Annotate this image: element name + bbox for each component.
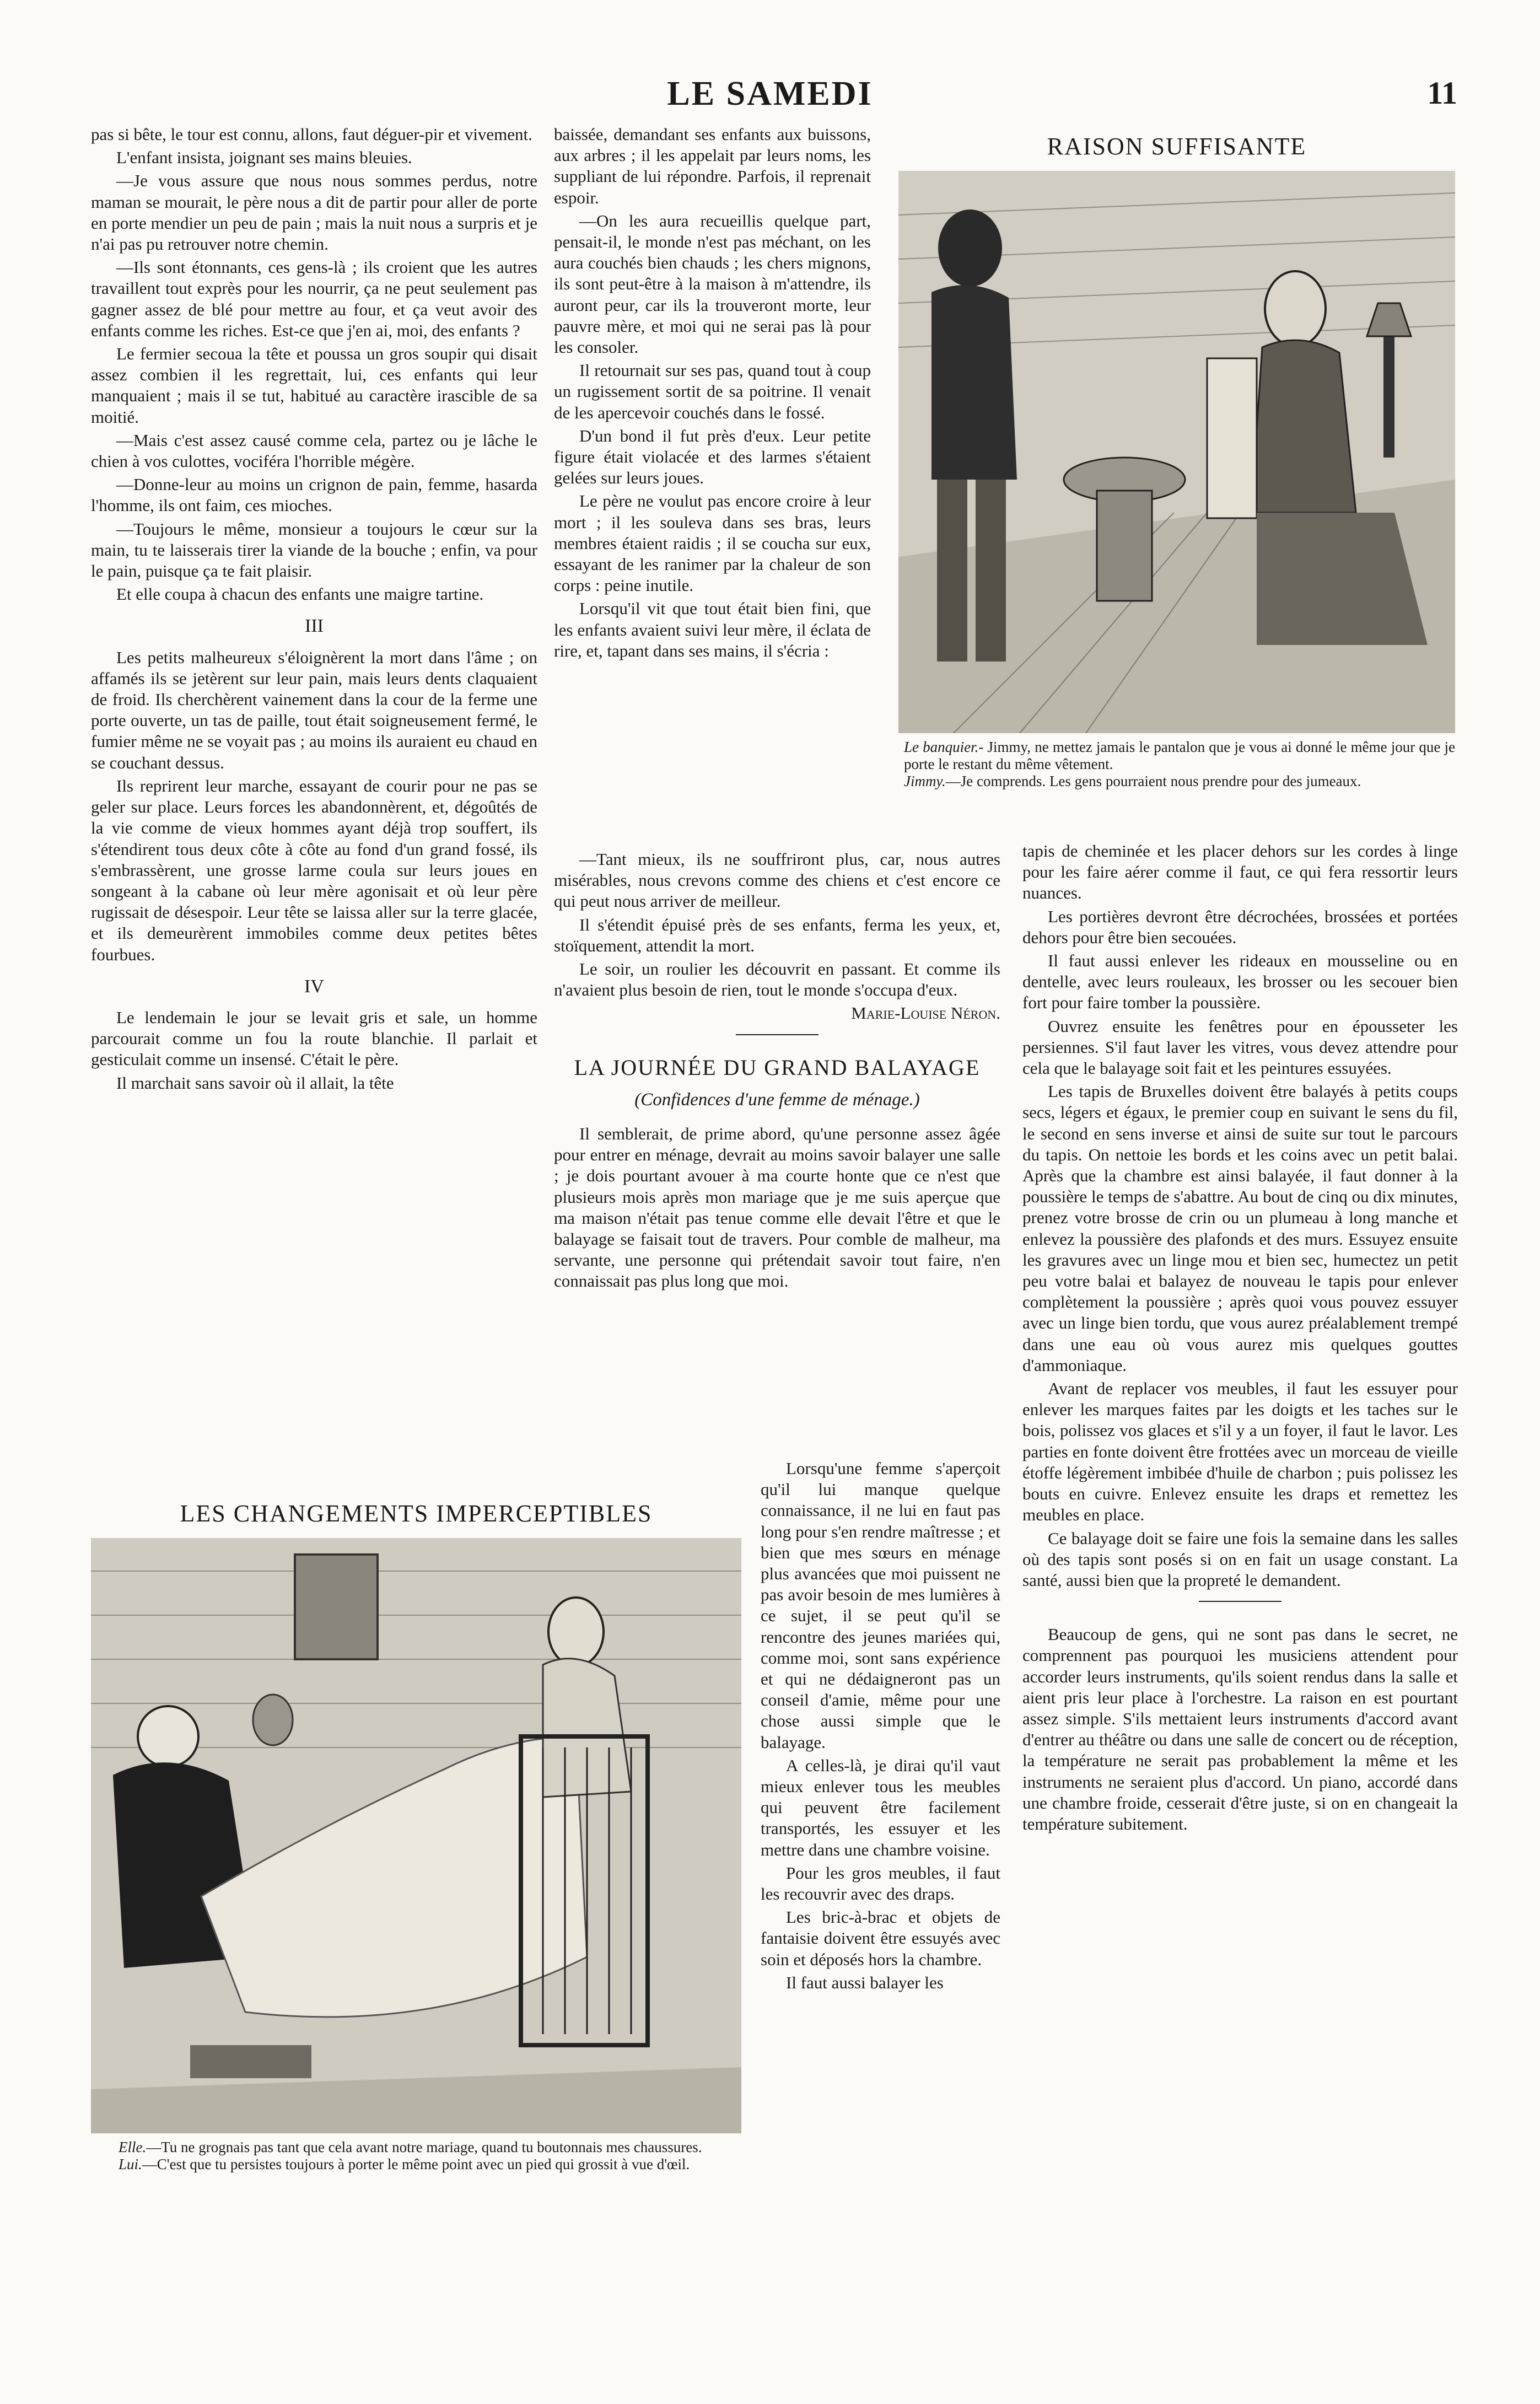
caption-speaker: Jimmy. (904, 773, 946, 789)
article-title: LA JOURNÉE DU GRAND BALAYAGE (574, 1055, 981, 1080)
paragraph: Il faut aussi enlever les rideaux en mousseline ou en dentelle, avec leurs rouleaux, les brosser ou les secouer bien fort pour faire tomber la poussière. (1022, 951, 1458, 1013)
paragraph: —Toujours le même, monsieur a toujours le cœur sur la main, tu te laisserais tirer la viande de la bouche ; enfin, va pour le pain, puisque ça te fait plaisir. (91, 519, 537, 581)
paragraph: Ouvrez ensuite les fenêtres pour en épousseter les persiennes. S'il faut laver les vitres, vous devez attendre pour cela que le balayage soit fait et les peintures essuyées. (1022, 1016, 1458, 1078)
paragraph: Et elle coupa à chacun des enfants une maigre tartine. (116, 584, 484, 604)
column-1 (91, 124, 537, 1096)
paragraph: L'enfant insista, joignant ses mains bleuies. (116, 148, 412, 168)
paragraph: Il s'étendit épuisé près de ses enfants, ferma les yeux, et, stoïquement, attendit la mort. (554, 915, 1000, 955)
paragraph: baissée, demandant ses enfants aux buissons, aux arbres ; il les appelait par leurs noms, les suppliant de lui répondre. Parfois, il reprenait espoir. (554, 125, 871, 207)
paragraph: Il semblerait, de prime abord, qu'une personne assez âgée pour entrer en ménage, devrait au moins savoir balayer une salle ; je dois pourtant avouer à ma courte honte que ce n'est que plusieurs mois après mon mariage que je me suis aperçue que ma maison n'était pas tenue comme elle devait l'être et que le balayage se faisait tout de travers. Pour comble de malheur, ma servante, une personne qui prétendait savoir tout faire, n'en connaissait pas plus long que moi. (554, 1124, 1000, 1291)
paragraph: Il retournait sur ses pas, quand tout à coup un rugissement sortit de sa poitrine. Il venait de les apercevoir couchés dans le fossé. (554, 361, 871, 422)
column-3 (1022, 841, 1458, 1837)
paragraph: Les petits malheureux s'éloignèrent la mort dans l'âme ; on affamés ils se jetèrent sur leur pain, mais leurs dents claquaient de froid. Ils cherchèrent vainement dans la cour de la ferme une porte ouverte, un tas de paille, tout était soigneusement fermé, le fumier même ne se voyait pas ; au moins ils auraient eu chaud en se couchant dessus. (91, 647, 537, 772)
paragraph: pas si bête, le tour est connu, allons, faut déguer-pir et vivement. (91, 125, 532, 144)
caption-line-2: Lui.—C'est que tu persistes toujours à porter le même point avec un pied qui grossit à vue d'œil. (119, 2156, 690, 2172)
cartoon-illustration (898, 171, 1455, 733)
paragraph: Le fermier secoua la tête et poussa un gros soupir qui disait assez combien il les regrettait, lui, ces enfants qui leur manquaient ; mais il se tut, habitué au caractère irascible de sa moitié. (91, 344, 537, 427)
section-number: IV (304, 976, 324, 997)
caption-speaker: Lui. (119, 2156, 142, 2172)
paragraph: D'un bond il fut près d'eux. Leur petite figure était violacée et des larmes s'étaient gelées sur leurs joues. (554, 426, 871, 488)
newspaper-title: LE SAMEDI (667, 75, 873, 112)
cartoon-caption (904, 739, 1455, 790)
paragraph: Avant de replacer vos meubles, il faut les essuyer pour enlever les marques faites par les doigts et les taches sur le bois, polissez vos glaces et s'il y a un foyer, il faut le lavor. Les parties en fonte doivent être frottées avec un morceau de vieille étoffe légèrement imbibée d'huile de charbon ; puis polissez les bouts en cuivre. Enlevez ensuite les draps et remettez les meubles en place. (1022, 1379, 1458, 1525)
cartoon-title: RAISON SUFFISANTE (1047, 133, 1307, 160)
paragraph: Il faut aussi balayer les (786, 1972, 944, 1992)
caption-line-2: Jimmy.—Je comprends. Les gens pourraient nous prendre pour des jumeaux. (904, 773, 1361, 789)
paragraph: Les tapis de Bruxelles doivent être balayés à petits coups secs, légers et égaux, le premier coup en suivant le sens du fil, le second en sens inverse et ainsi de suite sur tout le parcours du tapis. On nettoie les bords et les coins avec un petit balai. Après que la chambre est ainsi balayée, il faut donner à la poussière le temps de s'abattre. Au bout de cinq ou dix minutes, prenez votre brosse de crin ou un plumeau à long manche et enlevez la poussière des plafonds et des murs. Essuyez ensuite les gravures avec un linge mou et bien sec, humectez un petit peu votre balai et balayez de nouveau le tapis pour enlever complètement la poussière ; après quoi vous pouvez essuyer avec un linge bien tordu, que vous aurez préalablement trempé dans une eau où vous aurez mis quelques gouttes d'ammoniaque. (1022, 1082, 1458, 1375)
paragraph: tapis de cheminée et les placer dehors sur les cordes à linge pour les faire aérer comme il faut, ce qui fera ressortir leurs nuances. (1022, 841, 1458, 903)
paragraph: Les portières devront être décrochées, brossées et portées dehors pour être bien secouées. (1022, 906, 1458, 947)
caption-speaker: Elle. (119, 2139, 147, 2155)
paragraph: —Ils sont étonnants, ces gens-là ; ils croient que les autres travaillent tout exprès pour les nourrir, ça ne peut seulement pas gagner assez de blé pour mettre au four, et ça veut avoir des enfants comme les riches. Est-ce que j'en ai, moi, des enfants ? (91, 257, 537, 340)
caption-line-1: Le banquier.- Jimmy, ne mettez jamais le pantalon que je vous ai donné le même jour que je porte le restant du même vêtement. (904, 739, 1455, 772)
section-divider (736, 1034, 819, 1035)
paragraph: —Je vous assure que nous nous sommes perdus, notre maman se mourait, le père nous a dit de partir pour aller de porte en porte mendier un peu de pain ; mais la nuit nous a surpris et je n'ai pas pu retrouver notre chemin. (91, 171, 537, 254)
article-subtitle: (Confidences d'une femme de ménage.) (634, 1089, 920, 1110)
paragraph: Il marchait sans savoir où il allait, la tête (116, 1073, 394, 1093)
paragraph: —Donne-leur au moins un crignon de pain, femme, hasarda l'homme, ils ont faim, ces mioches. (91, 475, 537, 515)
paragraph: Pour les gros meubles, il faut les recouvrir avec des draps. (761, 1863, 1000, 1904)
paragraph: —Mais c'est assez causé comme cela, partez ou je lâche le chien à vos culottes, vociféra l'horrible mégère. (91, 430, 537, 471)
paragraph: A celles-là, je dirai qu'il vaut mieux enlever tous les meubles qui peuvent être facilement transportés, les essuyer et les mettre dans une chambre voisine. (761, 1755, 1000, 1859)
paragraph: Lorsqu'il vit que tout était bien fini, que les enfants avaient suivi leur mère, il éclata de rire, et, tapant dans ses mains, il s'écria : (554, 599, 871, 660)
column-2-wide (554, 849, 1000, 1294)
paragraph: Les bric-à-brac et objets de fantaisie doivent être essuyés avec soin et déposés hors la chambre. (761, 1907, 1000, 1969)
page-number: 11 (1427, 75, 1457, 111)
paragraph: Ce balayage doit se faire une fois la semaine dans les salles où des tapis sont posés si on en fait un usage constant. La santé, aussi bien que la propreté le demandent. (1022, 1528, 1458, 1590)
cartoon-illustration (91, 1538, 741, 2133)
section-divider (1199, 1601, 1281, 1602)
caption-line-1: Elle.—Tu ne grognais pas tant que cela avant notre mariage, quand tu boutonnais mes chaussures. (119, 2139, 702, 2155)
column-2 (554, 124, 871, 664)
author-signature: Marie-Louise Néron. (851, 1003, 1000, 1023)
column-2-lower (761, 1458, 1000, 1996)
paragraph: Le lendemain le jour se levait gris et sale, un homme parcourait comme un fou la route blanchie. Il parlait et gesticulait comme un insensé. C'était le père. (91, 1007, 537, 1069)
paragraph: Lorsqu'une femme s'aperçoit qu'il lui manque quelque connaissance, il ne lui en faut pas long pour s'en rendre maîtresse ; et bien que mes sœurs en ménage plus avancées que moi puissent ne pas avoir besoin de mes lumières à ce sujet, il se peut qu'il se rencontre des jeunes mariées qui, comme moi, sont sans expérience et qui ne dédaigneront pas un conseil d'amie, même pour une chose aussi simple que le balayage. (761, 1459, 1000, 1752)
paragraph: —On les aura recueillis quelque part, pensait-il, le monde n'est pas méchant, on les aura couchés bien chauds ; les chers mignons, ils sont peut-être à la maison à m'attendre, ils auront peur, car ils la trouveront morte, leur pauvre mère, et moi qui ne serai pas là pour les consoler. (554, 211, 871, 357)
cartoon-caption (119, 2139, 714, 2173)
cartoon-title: LES CHANGEMENTS IMPERCEPTIBLES (180, 1500, 653, 1527)
paragraph: Le soir, un roulier les découvrit en passant. Et comme ils n'avaient plus besoin de rien, tout le monde s'occupa d'eux. (554, 959, 1000, 1000)
paragraph: Le père ne voulut pas encore croire à leur mort ; il les souleva dans ses bras, leurs membres étaient raidis ; il se coucha sur eux, essayant de les ranimer par la chaleur de son corps : peine inutile. (554, 491, 871, 595)
banker-valet-illustration (898, 171, 1455, 733)
paragraph: —Tant mieux, ils ne souffriront plus, car, nous autres misérables, nous crevons comme des chiens et c'est encore ce qui peut nous arriver de meilleur. (554, 849, 1000, 911)
caption-speaker: Le banquier. (904, 739, 979, 755)
paragraph: Beaucoup de gens, qui ne sont pas dans le secret, ne comprennent pas pourquoi les musiciens attendent pour accorder leurs instruments, qu'ils soient rendus dans la salle et aient pris leur place à l'orchestre. La raison en est pourtant assez simple. S'ils mettaient leurs instruments d'accord avant d'entrer au théâtre ou dans une salle de concert ou de réception, la température ne serait pas probablement la même et les instruments ne seraient plus d'accord. Un piano, accordé dans une chambre froide, cesserait d'être juste, si on en changeait la température subitement. (1022, 1625, 1458, 1833)
paragraph: Ils reprirent leur marche, essayant de courir pour ne pas se geler sur place. Leurs forces les abandonnèrent, et, dégoûtés de la vie comme de vieux hommes ayant déjà trop souffert, ils s'étendirent tous deux côte à côte au fond d'un grand fossé, ils s'embrassèrent, une grosse larme coula sur leurs joues en songeant à la cabane où leur mère agonisait et où leur père rugissait de désespoir. Leur tête se laissa aller sur la terre glacée, et ils demeurèrent immobiles comme deux petites bêtes fourbues. (91, 776, 537, 964)
couple-shoe-illustration (91, 1538, 741, 2133)
section-number: III (305, 616, 324, 637)
